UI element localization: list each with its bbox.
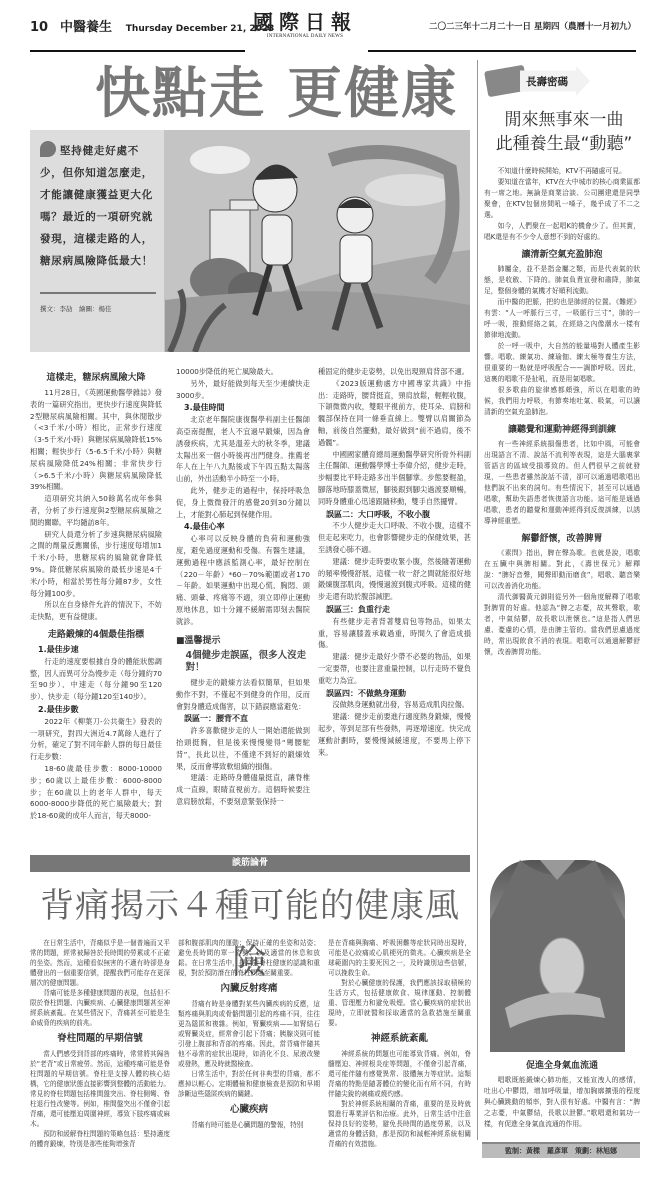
header-rule-left xyxy=(30,50,245,52)
paragraph: 很多歌曲的旋律感都頗強，所以在唱歌的時候，我們用力呼吸，有節奏地吐氣、吸氣，可以讓清新的空氣充盈肺泡。 xyxy=(484,386,640,416)
longevity-badge xyxy=(486,64,596,98)
page-number: 10 xyxy=(30,20,49,35)
paragraph: 在日常生活中，背痛似乎是一個普遍而又平常的問題，經常被歸咎於長時間的勞累或不正確的坐姿。然而，這種看似無害的不適有時卻是身體發出的一個重要信號，提醒我們可能存在更深層次的健康問題。 xyxy=(30,939,170,987)
paragraph: 建議：健步走最好少帶不必要的物品，如果一定要帶，也要注意重量控制，以行走時不覺負重吃力為宜。 xyxy=(318,652,471,685)
sidebar-body-end xyxy=(484,1054,640,1130)
paragraph: 沒做熱身運動就出發，容易造成肌肉拉傷。 xyxy=(332,700,469,710)
paragraph: 建議：走路時身體儘量挺直，讓脊椎成一直線，眼睛直視前方。這個時候要注意肩膀放鬆，不要刻意緊張保持一 xyxy=(176,773,310,806)
paragraph: 建議：健步走前要進行適度熱身鍛煉，慢慢起步，等到足部有些發熱，再逐增速度。快完成運動計劃時，要慢慢減緩速度，不要馬上停下來。 xyxy=(318,712,471,757)
paragraph: 心率可以反映身體的負荷和運動強度，避免過度運動和受傷。有醫生建議，運動過程中應該監測心率，最好控制在（220－年齡）*60－70%範圍或者170－年齡。如果運動中出現心慌、胸悶、頭痛、頭暈、疼痛等不適，須立即停止運動原地休息，如十分鐘不緩解需即刻去醫院就診。 xyxy=(176,534,310,626)
paragraph: 對於神經系統相關的背痛，重要的是及時就醫進行專業評估和治療。此外，日常生活中注意保持良好的姿勢，避免長時間的過度勞累，以及適當的身體活動，都是預防和減輕神經系統相關背痛的有效措施。 xyxy=(328,1100,471,1148)
quote-mark-icon xyxy=(40,141,56,157)
paragraph: 於一呼一吸中，大自然的能量場對人體產生影響。唱歌、練氣功、練瑜伽、練太極等養生方法，很重要的一點就是呼吸配合——調節呼吸。因此，這裏的唱歌不是扯吼，而是用氣唱歌。 xyxy=(484,342,640,383)
section-banner: 談筋論骨 xyxy=(30,855,470,872)
paragraph: 不知道什麼時候開始，KTV不再隨處可見。 xyxy=(497,167,626,175)
section-heading: 讓聽覺和運動神經得到訓練 xyxy=(507,425,616,435)
masthead-title: 國際日報 xyxy=(253,10,357,34)
subheading: 4.最佳心率 xyxy=(184,522,225,532)
lead-quote: 堅持健走好處不少，但你知道怎麼走，才能讓健康獲益更大化嗎？最近的一項研究就發現，這樣走路的人，糖尿病風險降低最大！ xyxy=(40,145,153,267)
back-pain-column-1 xyxy=(30,938,170,1149)
subheading: 1.最佳步速 xyxy=(38,644,79,654)
paragraph: 此外，健步走的過程中，保持呼吸急促，身上微微發汗的感覺20到30分鐘以上，才能對心肺起到保健作用。 xyxy=(176,485,310,519)
subheading: 誤區一：腰背不直 xyxy=(184,714,248,724)
paragraph: 《2023版運動處方中國專家共識》中指出：走路時，腰背挺直，頸肩放鬆，輕輕收腹，下頜微微內收，雙眼平視前方，使耳朵、肩膀和髖部保持在同一條垂直線上。雙臂以肩關節為軸，前後自然擺動，最好做到“前不過肩，後不過髖”。 xyxy=(318,378,471,447)
section-heading: 解鬱舒懷，改善脾胃 xyxy=(521,534,603,544)
section-heading: 這樣走，糖尿病風險大降 xyxy=(46,373,146,383)
sidebar-headline-line2: 此種養生最“動聽” xyxy=(495,134,633,154)
paragraph: 要知道在當年，KTV在大中城市的核心商業區都有一席之地。無論是商業洽談、公司團建還是同學聚會，在KTV包個房間吼一嗓子，幾乎成了不二之選。 xyxy=(484,178,640,219)
masthead xyxy=(245,10,365,39)
paragraph: 是在背痛與胸痛、呼吸困難等症狀同時出現時，可能是心絞痛或心肌梗死的徵兆。心臟疾病是全球範圍內的主要死因之一，及時識別這些信號，可以挽救生命。 xyxy=(328,939,471,977)
back-pain-column-3 xyxy=(328,938,471,1149)
page-header-left xyxy=(30,16,274,35)
sidebar-headline xyxy=(484,108,644,156)
section-heading: 促進全身氣血流通 xyxy=(525,1061,598,1071)
subheading: 誤區四：不做熱身運動 xyxy=(326,688,406,698)
date-english: Thursday December 21, 2023 xyxy=(125,24,275,34)
section-name: 中醫養生 xyxy=(59,20,112,35)
paragraph: 不少人健步走大口呼吸、不收小腹，這樣不但走起來吃力，也會影響健步走的保健效果，甚至誘發心肺不適。 xyxy=(318,521,471,554)
paragraph: 肺屬金，並不是指金屬之類，而是代表氣的狀態，是收斂、下降的。肺氣負責宣發和肅降，肺氣足，整個身體的氣機才好順利流動。 xyxy=(484,265,640,295)
sidebar-headline-line1: 閒來無事來一曲 xyxy=(504,110,624,130)
byline: 撰文：李劼 繪圖：楊佳 xyxy=(40,305,112,313)
paragraph: 神經系統的問題也可能導致背痛。例如，脊髓壓迫、神經根炎症等問題，不僅會引起背痛，還可能伴隨有感覺異常、肢體無力等症狀。這類背痛的特點是隨著體位的變化而有所不同，有時伴隨尖銳的刺痛或燒灼感。 xyxy=(328,1050,471,1098)
section-heading: 讓清新空氣充盈肺泡 xyxy=(521,250,603,260)
paragraph: 許多喜歡健步走的人一開始還能做到抬頭挺胸，但是後來慢慢變得“彎腰駝背”，長此以往，不僅達不到好的鍛煉效果，反而會導致軟組織的損傷。 xyxy=(176,726,310,771)
tip-label: ■溫馨提示 xyxy=(176,635,221,646)
paragraph: 有一些神經系統損傷患者，比如中風，可能會出現語言不清、說話不流利等表現，這是大腦裏掌管語言的區域受損導致的。但人們很早之前就發現，一些患者雖然說話不清，卻可以通過唱歌唱出他們說不出來的詞句。有些情況下，甚至可以通過唱歌，幫助失語患者恢復語言功能。這可能是通過唱歌，患者的聽覺和運動神經得到反復訓練，以誘導神經重塑。 xyxy=(484,440,640,525)
paragraph: 對於心臟健康的保護，我們應該採取積極的生活方式，包括健康飲食、規律運動、控制體重、管理壓力和避免吸煙。當心臟疾病的症狀出現時，立即就醫和採取適當的急救措施至關重要。 xyxy=(328,979,471,1027)
woman-holding-stomach-image xyxy=(490,860,625,1052)
paragraph: 清代御醫黃元御則從另外一個角度解釋了唱歌對脾胃的好處。他認為“脾之志憂，故其聲歌，歌者，中氣結鬱，故長歌以泄懷也。”這是指人們思慮、憂慮的心情，是由脾主管的。當我們思慮過度時，常出現飲食不消的表現。唱歌可以通過解鬱舒懷，改善脾胃功能。 xyxy=(484,593,640,656)
paragraph: 18-60歲最佳步數：8000-10000步；60歲以上最佳步數：6000-8000步；在60歲以上的老年人群中，每天6000-8000步降低的死亡風險最大；對於18-60歲的成年人而言，每天8000- xyxy=(30,763,162,821)
date-chinese: 二〇二三年十二月二十一日 星期四（農曆十一月初九） xyxy=(429,22,636,32)
lead-headline: 快點走 更健康 xyxy=(95,61,459,125)
column-divider xyxy=(477,60,478,1140)
paragraph: 11月28日，《英國運動醫學雜誌》發表的一篇研究指出，更快步行速度與降低2型糖尿病風險相關。其中，與休閒散步（<3千米/小時）相比，正常步行速度（3-5千米/小時）與糖尿病風險降低15%相關；輕快步行（5-6.5千米/小時）與糖尿病風險降低24%相關；非常快步行（>6.5千米/小時）與糖尿病風險降低39%相關。 xyxy=(30,388,162,492)
paragraph: 日常生活中，對於任何非典型的背痛，都不應掉以輕心。定期體檢和健康檢查是預防和早期診斷這些隱匿疾病的關鍵。 xyxy=(178,1070,320,1098)
section-heading: 脊柱問題的早期信號 xyxy=(57,1033,143,1044)
paragraph: 種固定的健步走姿勢，以免出現頸肩背部不適。 xyxy=(318,367,469,376)
section-heading: 內臟反射疼痛 xyxy=(220,983,278,994)
paragraph: 這項研究共納入50餘萬名成年參與者，分析了步行速度與2型糖尿病風險之間的關聯。平均隨訪8年。 xyxy=(30,494,162,527)
section-heading: 心臟疾病 xyxy=(229,1104,268,1115)
paragraph: 行走的速度要根據自身的體能狀態調整，因人而異可分為慢步走（每分鐘約70至90步）、中速走（每分鐘90至120步）、快步走（每分鐘120至140步）。 xyxy=(30,656,162,702)
subheading: 2.最佳步數 xyxy=(38,704,79,714)
paragraph: 而中醫的把脈，把的也是肺經的位置。《難經》有雲：“人一呼脈行三寸，一吸脈行三寸”，肺的一呼一吸，推動經絡之氣，在經絡之內像潮水一樣有節律地流動。 xyxy=(484,298,640,339)
paragraph: 有些健步走者背著雙肩包等物品，如果太重，容易讓膝蓋承載過重，時間久了會造成損傷。 xyxy=(318,616,471,650)
paragraph: 如今，人們聚在一起唱K的機會少了。但其實，唱K還是有不少令人意想不到的好處的。 xyxy=(484,222,640,241)
paragraph: 2022年《柳葉刀-公共衛生》發表的一項研究，對四大洲近4.7萬餘人進行了分析，確定了對不同年齡人群的每日最佳行走步數： xyxy=(30,716,162,762)
subheading: 誤區三：負重行走 xyxy=(326,604,390,614)
paragraph: 背痛有時是身體對某些內臟疾病的反應，這類疼痛與肌肉或骨骼問題引起的疼痛不同，往往更為隱匿和複雜。例如，腎臟疾病——如腎結石或腎臟炎症，經常會引起下背痛；胰腺炎則可能引發上腹部和背部的疼痛。因此，當背痛伴隨其他不尋常的症狀出現時，如消化不良、尿液改變或發熱，應及時就醫檢查。 xyxy=(178,1000,320,1068)
subheading: 誤區二：大口呼吸，不收小腹 xyxy=(326,509,430,519)
paragraph: 健步走的鍛煉方法看似簡單，但如果動作不對，不僅起不到健身的作用，反而會對身體造成傷害，以下錯誤應當避免： xyxy=(176,677,310,711)
paragraph: 預防和緩解脊柱問題的策略包括：堅持適度的體育鍛煉，特別是那些能夠增強背 xyxy=(30,1130,170,1148)
lead-column-2 xyxy=(176,366,310,808)
sub-headline: 4個健步走誤區，很多人沒走對！ xyxy=(185,650,307,674)
back-pain-headline: 背痛揭示４種可能的健康風險 xyxy=(40,886,460,982)
paragraph: 研究人員還分析了步速與糖尿病風險之間的劑量反應關係，步行速度每增加1千米/小時，患糖尿病的風險就會降低9%。降低糖尿病風險的最低步速是4千米/小時，相當於男性每分鐘87步，女性每分鐘100步。 xyxy=(30,529,162,598)
paragraph: 《素問》指出，脾在聲為歌。也就是說，唱歌在五臟中與脾相關。對此，《壽世保元》解釋說：“脾好音聲，聞聲即動而磨食”，唱歌、聽音樂可以改善消化功能。 xyxy=(484,549,640,590)
paragraph: 建議：健步走時要收緊小腹，然後隨著運動的頻率慢慢舒展，這樣一收一舒之間就能很好地鍛煉腹部肌肉，慢慢過渡到腹式呼吸。這樣的健步走還有助於腹部減肥。 xyxy=(318,556,471,602)
paragraph: 所以在自身條件允許的情況下，不妨走快點，更有益健康。 xyxy=(30,600,162,622)
paragraph: 另外，最好能做到每天至少連續快走3000步。 xyxy=(176,378,310,400)
stomach-photo xyxy=(490,860,625,1052)
credits-bar: 監制：黃樑 羅彥軍 策劃：林旭娜 xyxy=(482,1142,640,1158)
header-rule-right xyxy=(368,50,636,52)
back-pain-column-2 xyxy=(178,938,320,1130)
section-heading: 走路鍛煉的4個最佳指標 xyxy=(47,629,145,640)
subheading: 3.最佳時間 xyxy=(184,403,225,413)
sidebar-body xyxy=(484,166,640,658)
paragraph: 10000步降低的死亡風險最大。 xyxy=(176,367,278,376)
section-heading: 神經系統紊亂 xyxy=(370,1033,428,1044)
paragraph: 部和腹部肌肉的運動；保持正確的坐姿和站姿；避免長時間的單一姿勢；以及適當的休息和放鬆。在日常生活中，提高對脊柱健康的認識和重視，對於預防潛在的脊柱問題至關重要。 xyxy=(178,939,320,977)
lead-column-1 xyxy=(30,366,162,822)
lead-column-3 xyxy=(318,366,471,758)
masthead-subtitle: INTERNATIONAL DAILY NEWS xyxy=(266,34,344,39)
paragraph: 唱歌既能鍛煉心肺功能，又能宣洩人的感情，吐出心中鬱悶，增加呼吸量，增加胸廓擴張的程度與心臟跳動的頻率，對人很有好處。中醫有言：“脾之志憂，中氣鬱結，長歌以泄鬱。”歌唱還和氣功一樣，有促進全身氣血流通的作用。 xyxy=(484,1076,640,1128)
paragraph: 中國國家體育總局運動醫學研究所骨外科副主任醫師、運動醫學博士李偉介紹，健步走時，步幅要比平時走路多出半個腳掌。步態要輕盈，腳落地時膝蓋微屈，腳後跟到腳尖過渡要順暢，同時身體重心迅速跟隨移動，雙手自然擺臂。 xyxy=(318,449,471,506)
paragraph: 當人們感受到背部的疼痛時，常常將其歸咎於“老背”或日常疲勞。然而，這種疼痛可能是脊柱問題的早期信號。脊柱是支撐人體的核心結構，它的健康狀態直接影響到整體的活動能力。常見的脊柱問題包括椎間盤突出、脊柱側彎、脊柱退行性改變等。例如，椎間盤突出不僅會引起背痛，還可能壓迫周圍神經，導致下肢疼痛或麻木。 xyxy=(30,1050,170,1128)
paragraph: 背痛可能是多種健康問題的表現，包括但不限於脊柱問題、內臟疾病、心臟健康問題甚至神經系統紊亂。在某些情況下，背痛甚至可能是生命威脅的疾病的前兆。 xyxy=(30,989,170,1027)
badge-label: 長壽密碼 xyxy=(526,76,568,88)
paragraph: 北京老年醫院康復醫學科副主任醫師高亞南提醒，老人不宜過早鍛煉，因為會誘發疾病，尤其是溫差大的秋冬季，建議太陽出來一個小時後再出門健身。推薦老年人在上午八九點後或下午四五點太陽落山前，外出活動半小時至一小時。 xyxy=(176,415,310,484)
paragraph: 背痛有時可能是心臟問題的警報，特別 xyxy=(191,1121,304,1129)
quote-divider xyxy=(40,292,156,294)
lead-quote-box xyxy=(30,130,164,352)
